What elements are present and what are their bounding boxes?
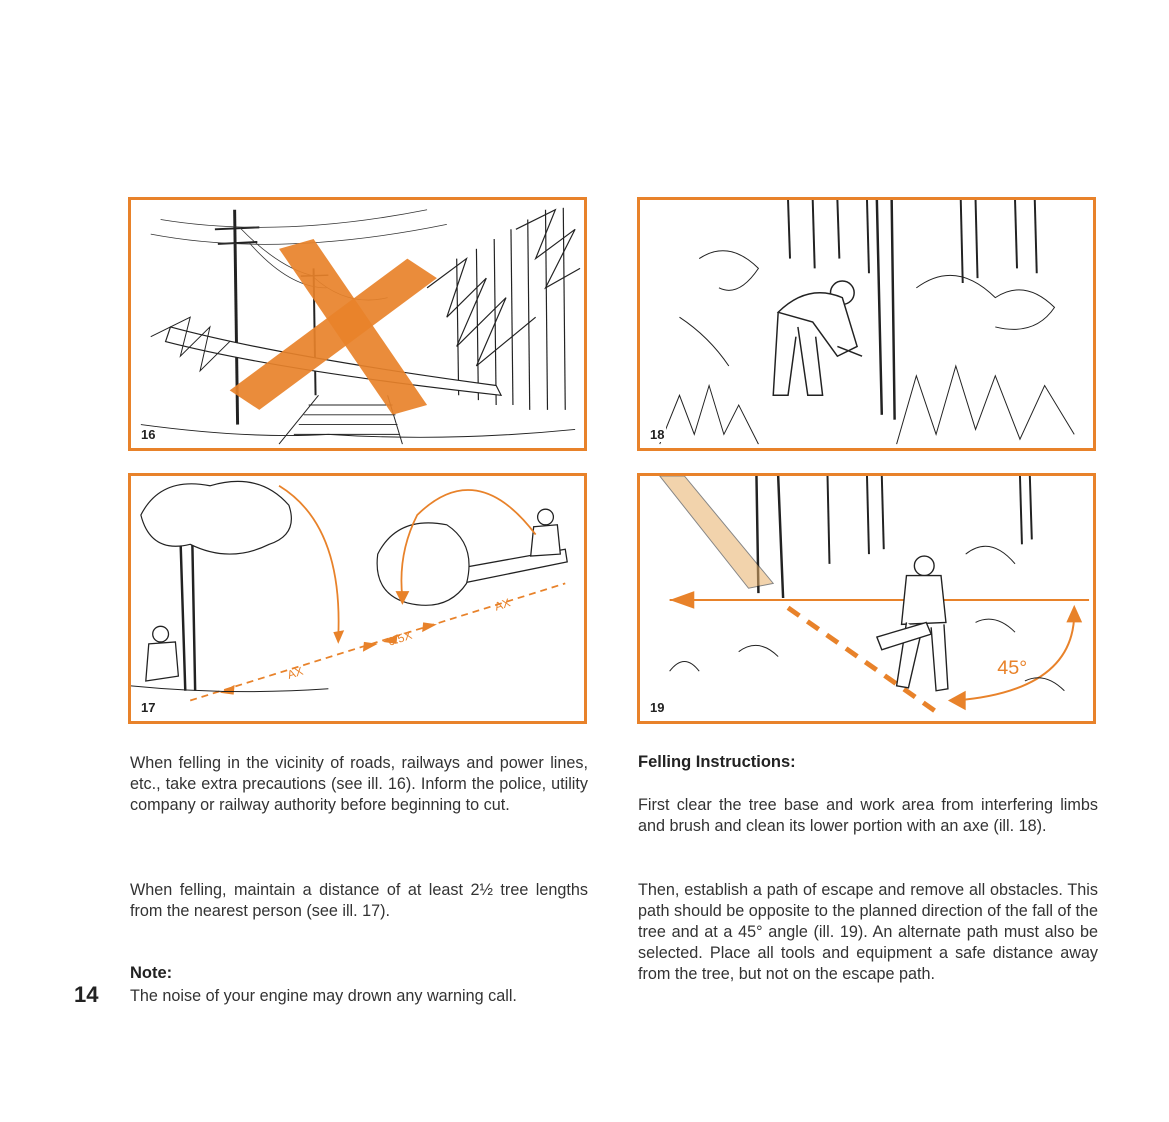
ill19-number: 19: [650, 700, 665, 715]
ill17-label-ax1: AX: [285, 664, 305, 682]
right-paragraph-2: Then, establish a path of escape and remove all obstacles. This path should be opposite to the planned direction of the fall of the tree and at a 45° angle (ill. 19). An alternate path must also be selected. Place all tools and equipment a safe distance away from the tree, but not on the escape path.: [638, 881, 1098, 983]
ill19-angle-label: 45°: [997, 657, 1028, 680]
left-paragraph-2: When felling, maintain a distance of at least 2½ tree lengths from the nearest person (see ill. 17).: [130, 881, 588, 920]
ill17-drawing: [131, 476, 584, 721]
ill19-drawing: [640, 476, 1093, 721]
ill17-number: 17: [141, 700, 156, 715]
felling-instructions-heading: Felling Instructions:: [638, 753, 796, 771]
illustration-16: [128, 197, 587, 451]
illustration-17: [128, 473, 587, 724]
illustration-18: [637, 197, 1096, 451]
left-paragraph-1: When felling in the vicinity of roads, railways and power lines, etc., take extra precautions (see ill. 16). Inform the police, utility company or railway authority before beginning to cut.: [130, 754, 588, 814]
illustration-19: [637, 473, 1096, 724]
page-number: 14: [74, 982, 99, 1007]
ill17-label-half: 0.5X: [386, 628, 414, 649]
ill18-drawing: [640, 200, 1093, 448]
ill16-number: 16: [141, 427, 156, 442]
note-text: The noise of your engine may drown any warning call.: [130, 987, 517, 1005]
right-paragraph-1: First clear the tree base and work area from interfering limbs and brush and clean its lower portion with an axe (ill. 18).: [638, 796, 1098, 835]
ill18-number: 18: [650, 427, 665, 442]
ill16-drawing: [131, 200, 584, 448]
ill17-label-ax2: AX: [493, 596, 513, 614]
note-heading: Note:: [130, 964, 173, 982]
